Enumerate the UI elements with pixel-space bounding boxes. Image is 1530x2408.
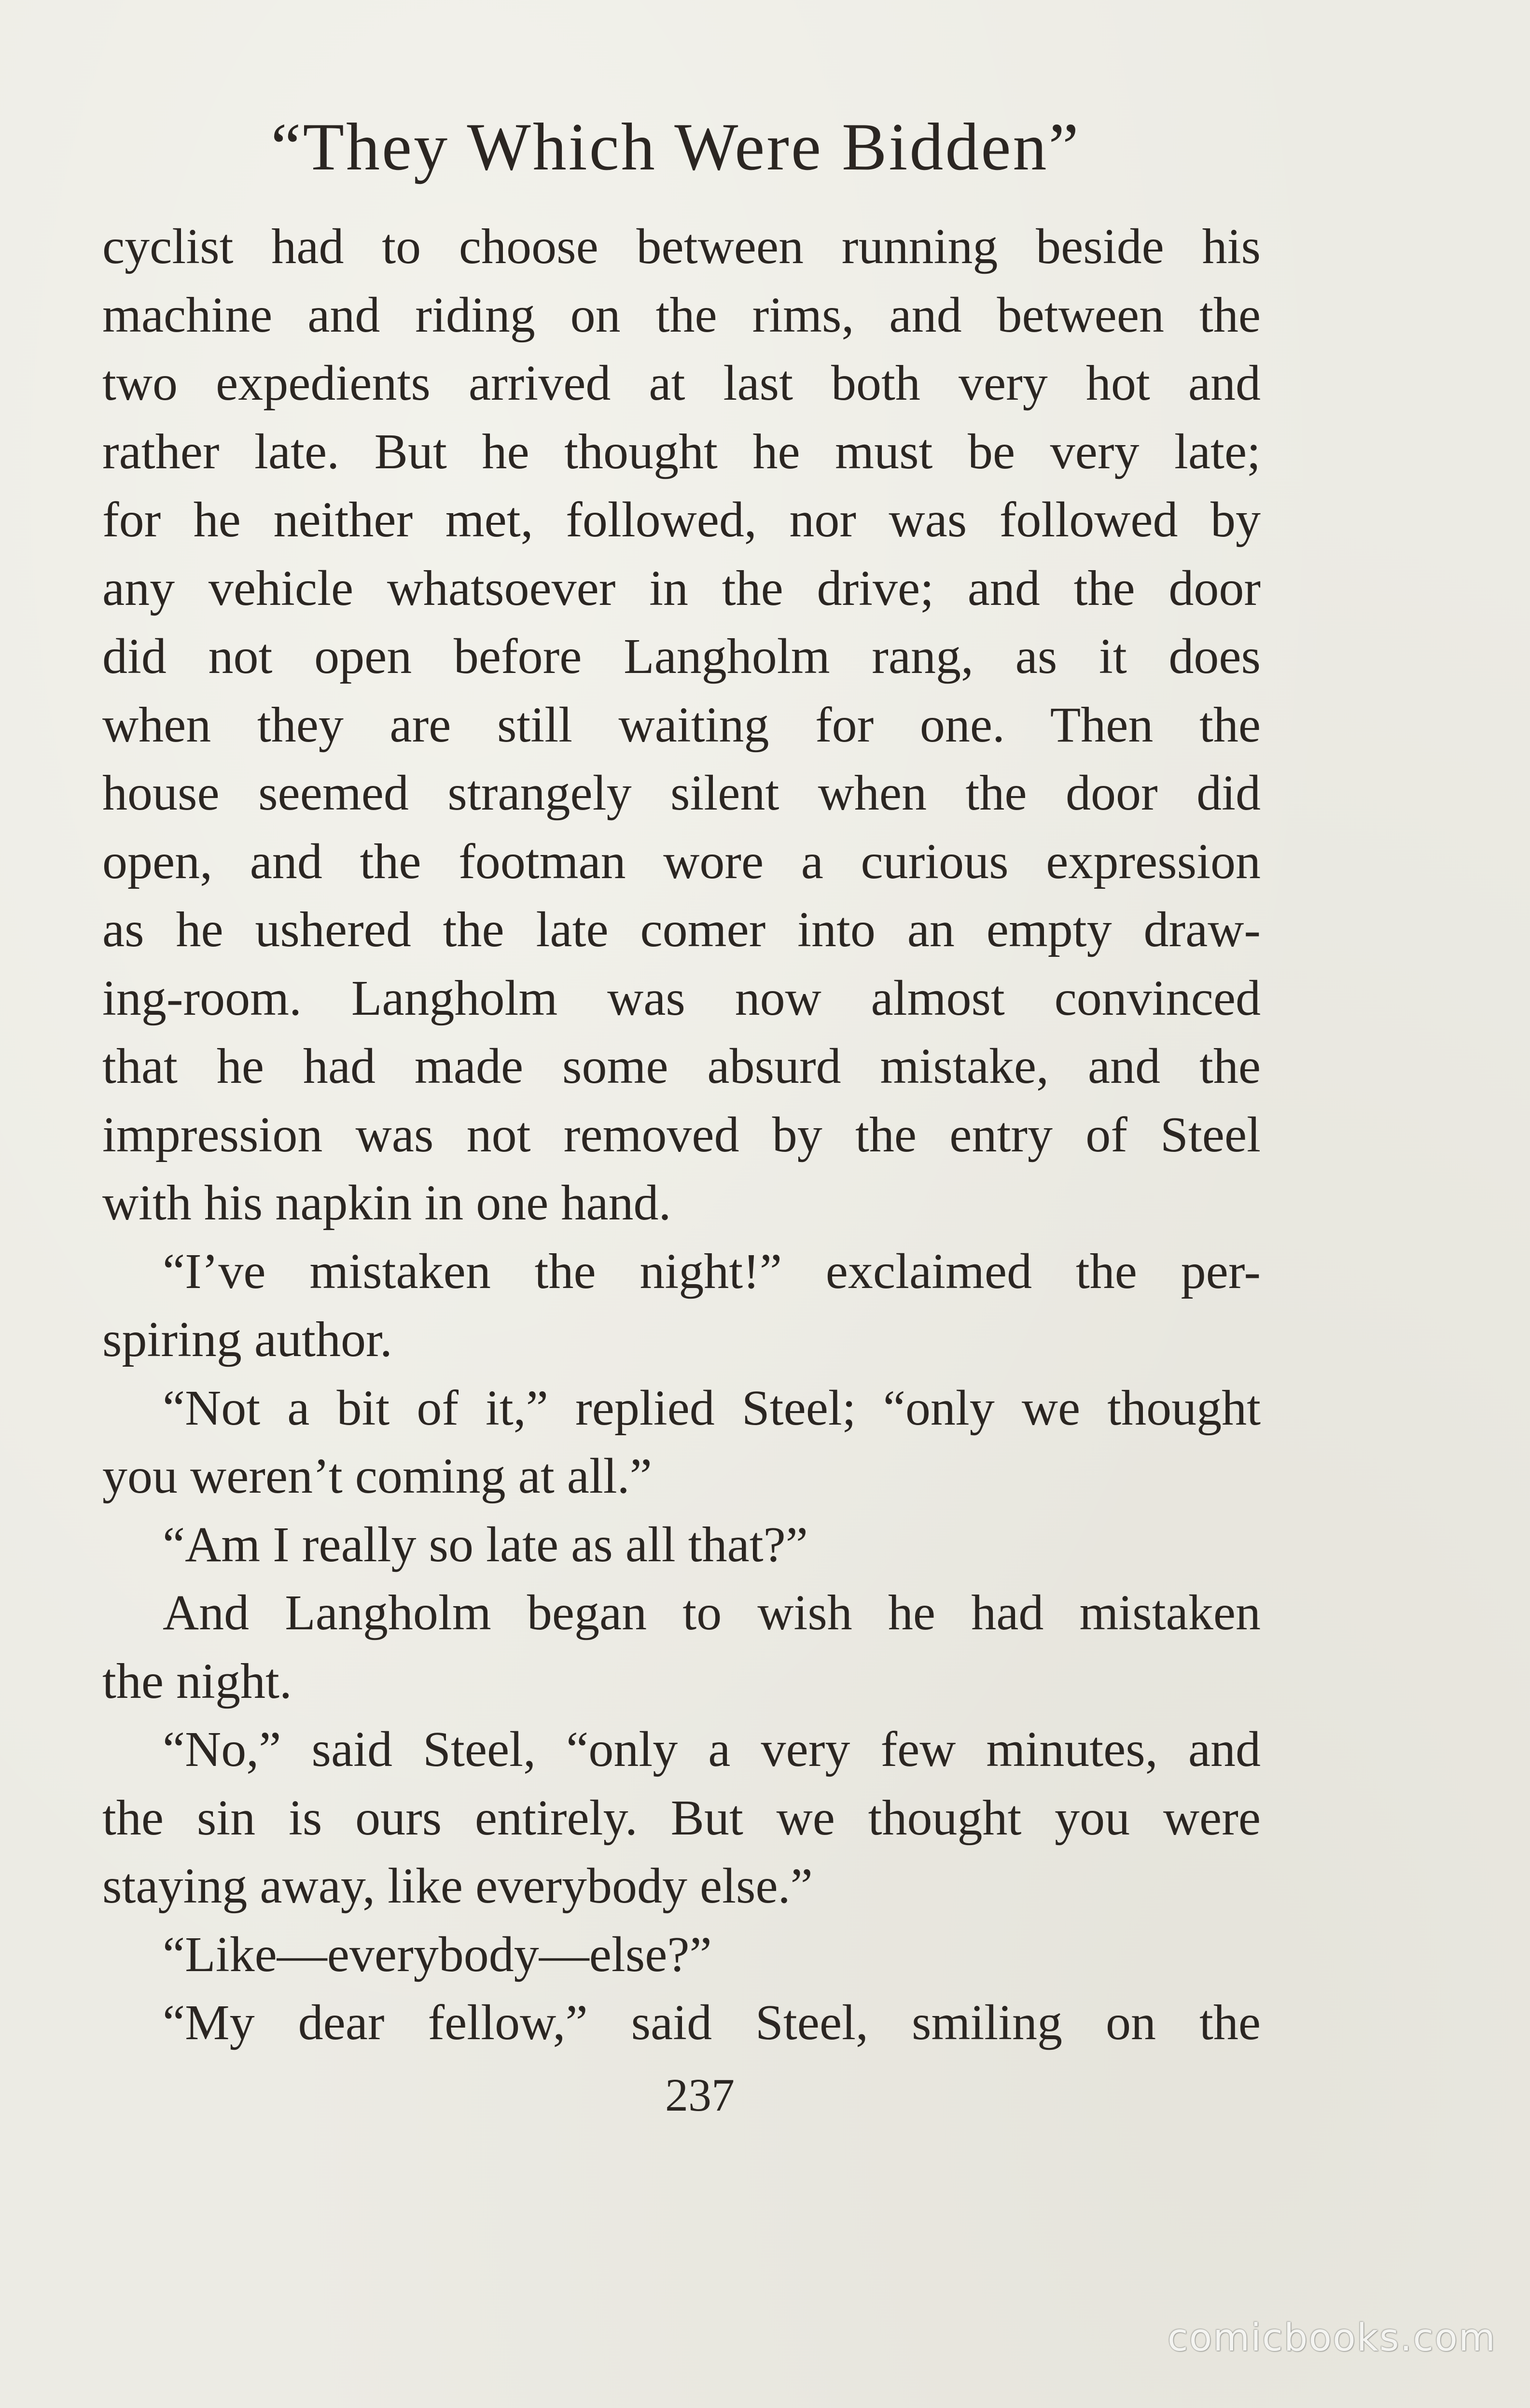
text-line: staying away, like everybody else.” bbox=[102, 1858, 813, 1914]
text-line: the night. bbox=[102, 1653, 292, 1709]
text-line: with his napkin in one hand. bbox=[102, 1175, 671, 1231]
text-line: “Am I really so late as all that?” bbox=[163, 1516, 808, 1572]
text-line: any vehicle whatsoever in the drive; and the door bbox=[102, 560, 1261, 616]
text-line: “My dear fellow,” said Steel, smiling on the bbox=[163, 1995, 1261, 2050]
text-line: spiring author. bbox=[102, 1312, 392, 1367]
text-line: ing-room. Langholm was now almost convinced bbox=[102, 970, 1261, 1026]
page-number: 237 bbox=[665, 2069, 735, 2121]
text-line: did not open before Langholm rang, as it does bbox=[102, 629, 1261, 684]
body-text bbox=[102, 212, 1261, 2057]
text-line: that he had made some absurd mistake, and the bbox=[102, 1038, 1261, 1094]
text-line: the sin is ours entirely. But we thought you were bbox=[102, 1790, 1261, 1846]
text-line: open, and the footman wore a curious expression bbox=[102, 833, 1261, 889]
text-line: And Langholm began to wish he had mistaken bbox=[163, 1585, 1261, 1640]
text-line: “Not a bit of it,” replied Steel; “only we thought bbox=[163, 1380, 1261, 1436]
text-line: rather late. But he thought he must be very late; bbox=[102, 423, 1261, 479]
text-line: two expedients arrived at last both very hot and bbox=[102, 355, 1261, 411]
text-line: cyclist had to choose between running beside his bbox=[102, 219, 1261, 274]
text-line: “I’ve mistaken the night!” exclaimed the per- bbox=[163, 1243, 1261, 1299]
text-line: you weren’t coming at all.” bbox=[102, 1448, 652, 1504]
text-line: for he neither met, followed, nor was followed by bbox=[102, 492, 1261, 547]
text-line: as he ushered the late comer into an empty draw- bbox=[102, 902, 1261, 957]
text-line: when they are still waiting for one. Then the bbox=[102, 697, 1261, 753]
text-line: machine and riding on the rims, and between the bbox=[102, 287, 1261, 343]
watermark: comicbooks.com bbox=[1167, 2316, 1496, 2360]
text-line: impression was not removed by the entry of Steel bbox=[102, 1106, 1261, 1162]
text-line: house seemed strangely silent when the door did bbox=[102, 765, 1261, 821]
running-head: “They Which Were Bidden” bbox=[271, 110, 1081, 184]
text-line: “No,” said Steel, “only a very few minutes, and bbox=[163, 1722, 1261, 1777]
text-line: “Like—everybody—else?” bbox=[163, 1926, 712, 1982]
